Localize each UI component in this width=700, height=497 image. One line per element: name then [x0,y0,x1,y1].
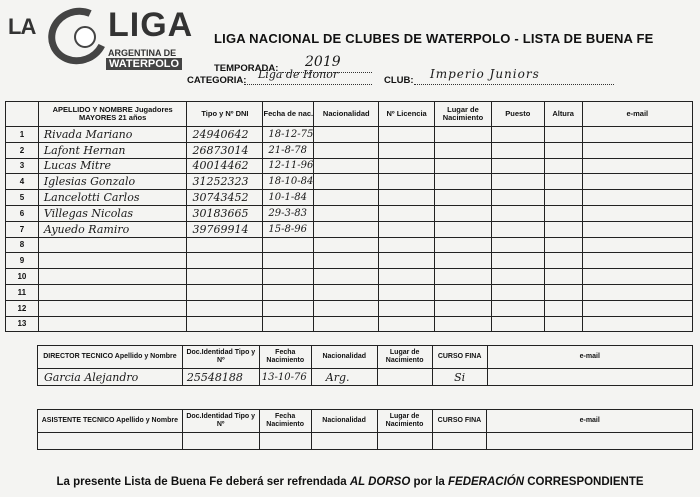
director-name-header: DIRECTOR TECNICO Apellido y Nombre [38,346,183,369]
director-row [38,369,693,386]
director-table [37,345,693,386]
fecha-header: Fecha de nac. [263,102,314,127]
table-row [6,221,693,237]
table-row [6,253,693,269]
director-lugar[interactable] [377,369,432,386]
player-dni[interactable] [187,237,263,253]
players-table [5,101,693,332]
player-puesto[interactable] [491,269,544,285]
row-number: 1 [6,127,39,143]
player-licencia[interactable] [379,269,435,285]
asistente-doc[interactable] [182,433,259,450]
director-nac[interactable]: Arg. [311,369,377,386]
footer-part1: La presente Lista de Buena Fe deberá ser refrendada [56,476,350,488]
player-altura[interactable] [544,158,582,174]
table-row [6,142,693,158]
director-fecha[interactable]: 13-10-76 [259,369,311,386]
player-name[interactable] [38,284,187,300]
player-nacionalidad[interactable] [314,316,379,332]
player-licencia[interactable] [379,300,435,316]
footer-part2: AL DORSO [349,476,411,488]
player-dni[interactable] [187,253,263,269]
player-altura[interactable] [544,316,582,332]
email-header: e-mail [582,102,692,127]
player-altura[interactable] [544,142,582,158]
categoria-label: CATEGORIA: [187,75,247,86]
player-puesto[interactable] [491,221,544,237]
player-name[interactable] [38,253,187,269]
player-licencia[interactable] [379,127,435,143]
player-lugar[interactable] [435,300,492,316]
player-birthdate[interactable]: 29-3-83 [263,205,314,221]
num-header [6,102,39,127]
player-nacionalidad[interactable] [314,158,379,174]
player-nacionalidad[interactable] [314,284,379,300]
player-name[interactable] [38,237,187,253]
asistente-email-header: e-mail [487,410,693,433]
player-dni[interactable]: 31252323 [187,174,263,190]
director-nac-header: Nacionalidad [311,346,377,369]
asistente-fecha-header: Fecha Nacimiento [259,410,311,433]
player-birthdate[interactable]: 10-1-84 [263,190,314,206]
player-lugar[interactable] [435,269,492,285]
player-altura[interactable] [544,237,582,253]
player-name[interactable]: Villegas Nicolas [38,205,187,221]
table-row [6,205,693,221]
player-puesto[interactable] [491,284,544,300]
director-lugar-header: Lugar de Nacimiento [377,346,432,369]
player-lugar[interactable] [435,190,492,206]
player-birthdate[interactable] [263,284,314,300]
club-label: CLUB: [384,75,414,86]
player-name[interactable]: Lucas Mitre [38,158,187,174]
player-licencia[interactable] [379,174,435,190]
page-title: LIGA NACIONAL DE CLUBES DE WATERPOLO - LISTA DE BUENA FE [214,31,654,46]
table-row [6,158,693,174]
logo-ball-icon [74,26,96,48]
player-email[interactable] [582,284,692,300]
logo-line1: ARGENTINA DE [108,48,177,58]
director-doc[interactable]: 25548188 [182,369,259,386]
player-birthdate[interactable] [263,316,314,332]
row-number: 11 [6,284,39,300]
row-number: 8 [6,237,39,253]
row-number: 13 [6,316,39,332]
row-number: 10 [6,269,39,285]
player-email[interactable] [582,269,692,285]
player-email[interactable] [582,158,692,174]
player-birthdate[interactable] [263,237,314,253]
row-number: 5 [6,190,39,206]
player-puesto[interactable] [491,174,544,190]
player-lugar[interactable] [435,174,492,190]
player-puesto[interactable] [491,127,544,143]
player-nacionalidad[interactable] [314,253,379,269]
player-puesto[interactable] [491,237,544,253]
player-lugar[interactable] [435,253,492,269]
table-row [6,284,693,300]
player-lugar[interactable] [435,142,492,158]
player-licencia[interactable] [379,284,435,300]
row-number: 12 [6,300,39,316]
player-name[interactable]: Ayuedo Ramiro [38,221,187,237]
player-licencia[interactable] [379,158,435,174]
asistente-name-header: ASISTENTE TECNICO Apellido y Nombre [38,410,183,433]
table-row [6,237,693,253]
player-altura[interactable] [544,221,582,237]
player-licencia[interactable] [379,190,435,206]
asistente-lugar-header: Lugar de Nacimiento [377,410,432,433]
player-birthdate[interactable] [263,253,314,269]
player-altura[interactable] [544,205,582,221]
player-licencia[interactable] [379,237,435,253]
club-value: Imperio Juniors [430,67,540,81]
player-dni[interactable] [187,284,263,300]
player-altura[interactable] [544,300,582,316]
player-email[interactable] [582,190,692,206]
player-email[interactable] [582,300,692,316]
player-dni[interactable] [187,269,263,285]
player-nacionalidad[interactable] [314,142,379,158]
puesto-header: Puesto [491,102,544,127]
player-email[interactable] [582,174,692,190]
asistente-name[interactable] [38,433,183,450]
player-puesto[interactable] [491,158,544,174]
table-row [6,269,693,285]
player-puesto[interactable] [491,316,544,332]
row-number: 3 [6,158,39,174]
player-dni[interactable]: 30183665 [187,205,263,221]
player-lugar[interactable] [435,205,492,221]
player-nacionalidad[interactable] [314,237,379,253]
players-header-row [6,102,693,127]
player-name[interactable]: Rivada Mariano [38,127,187,143]
categoria-value: Liga de Honor [258,68,339,81]
player-birthdate[interactable]: 12-11-96 [263,158,314,174]
player-birthdate[interactable] [263,269,314,285]
footer-note [0,476,700,488]
table-row [6,300,693,316]
player-email[interactable] [582,316,692,332]
row-number: 7 [6,221,39,237]
asistente-nac-header: Nacionalidad [311,410,377,433]
director-name[interactable]: Garcia Alejandro [38,369,183,386]
player-lugar[interactable] [435,127,492,143]
player-email[interactable] [582,127,692,143]
player-nacionalidad[interactable] [314,269,379,285]
player-altura[interactable] [544,253,582,269]
player-dni[interactable]: 24940642 [187,127,263,143]
director-curso-header: CURSO FINA [432,346,487,369]
asistente-table [37,409,693,450]
player-altura[interactable] [544,269,582,285]
player-altura[interactable] [544,174,582,190]
player-nacionalidad[interactable] [314,190,379,206]
licencia-header: Nº Licencia [379,102,435,127]
row-number: 9 [6,253,39,269]
player-name[interactable] [38,269,187,285]
player-lugar[interactable] [435,316,492,332]
director-curso[interactable]: Si [432,369,487,386]
footer-part4: FEDERACIÓN [448,476,525,488]
player-puesto[interactable] [491,253,544,269]
player-puesto[interactable] [491,205,544,221]
player-dni[interactable] [187,300,263,316]
asistente-nac[interactable] [311,433,377,450]
player-email[interactable] [582,221,692,237]
player-licencia[interactable] [379,253,435,269]
player-name[interactable]: Lafont Hernan [38,142,187,158]
nacionalidad-header: Nacionalidad [314,102,379,127]
player-lugar[interactable] [435,284,492,300]
row-number: 4 [6,174,39,190]
player-licencia[interactable] [379,205,435,221]
director-email-header: e-mail [487,346,692,369]
footer-part3: por la [410,476,449,488]
logo-liga-text: LIGA [108,6,194,44]
asistente-header-row [38,410,693,433]
asistente-curso[interactable] [432,433,487,450]
asistente-curso-header: CURSO FINA [432,410,487,433]
player-nacionalidad[interactable] [314,300,379,316]
player-birthdate[interactable]: 21-8-78 [263,142,314,158]
table-row [6,316,693,332]
player-email[interactable] [582,237,692,253]
table-row [6,190,693,206]
player-licencia[interactable] [379,221,435,237]
asistente-email[interactable] [487,433,693,450]
player-email[interactable] [582,142,692,158]
player-puesto[interactable] [491,142,544,158]
player-lugar[interactable] [435,237,492,253]
asistente-fecha[interactable] [259,433,311,450]
player-birthdate[interactable] [263,300,314,316]
player-birthdate[interactable]: 18-12-75 [263,127,314,143]
dni-header: Tipo y Nº DNI [187,102,263,127]
director-email[interactable] [487,369,692,386]
row-number: 2 [6,142,39,158]
player-altura[interactable] [544,127,582,143]
temporada-label: TEMPORADA: [214,63,279,74]
player-nacionalidad[interactable] [314,174,379,190]
player-puesto[interactable] [491,190,544,206]
row-number: 6 [6,205,39,221]
player-email[interactable] [582,205,692,221]
liga-logo [8,4,193,76]
player-nacionalidad[interactable] [314,127,379,143]
player-email[interactable] [582,253,692,269]
asistente-doc-header: Doc.Identidad Tipo y Nº [182,410,259,433]
player-name[interactable]: Iglesias Gonzalo [38,174,187,190]
director-header-row [38,346,693,369]
footer-part5: CORRESPONDIENTE [524,476,644,488]
player-dni[interactable] [187,316,263,332]
director-fecha-header: Fecha Nacimiento [259,346,311,369]
player-dni[interactable]: 39769914 [187,221,263,237]
director-doc-header: Doc.Identidad Tipo y Nº [182,346,259,369]
player-dni[interactable]: 30743452 [187,190,263,206]
asistente-row [38,433,693,450]
asistente-lugar[interactable] [377,433,432,450]
player-licencia[interactable] [379,142,435,158]
player-nacionalidad[interactable] [314,221,379,237]
player-name[interactable]: Lancelotti Carlos [38,190,187,206]
player-puesto[interactable] [491,300,544,316]
player-altura[interactable] [544,284,582,300]
player-dni[interactable]: 26873014 [187,142,263,158]
player-lugar[interactable] [435,221,492,237]
lugar-header: Lugar de Nacimiento [435,102,492,127]
player-birthdate[interactable]: 18-10-84 [263,174,314,190]
temporada-value: 2019 [305,54,341,70]
player-lugar[interactable] [435,158,492,174]
table-row [6,127,693,143]
logo-line2: WATERPOLO [106,58,182,70]
table-row [6,174,693,190]
player-name[interactable] [38,316,187,332]
player-dni[interactable]: 40014462 [187,158,263,174]
player-birthdate[interactable]: 15-8-96 [263,221,314,237]
name-header: APELLIDO Y NOMBRE Jugadores MAYORES 21 años [38,102,187,127]
player-nacionalidad[interactable] [314,205,379,221]
altura-header: Altura [544,102,582,127]
player-name[interactable] [38,300,187,316]
logo-la-text: LA [8,14,36,39]
player-altura[interactable] [544,190,582,206]
player-licencia[interactable] [379,316,435,332]
